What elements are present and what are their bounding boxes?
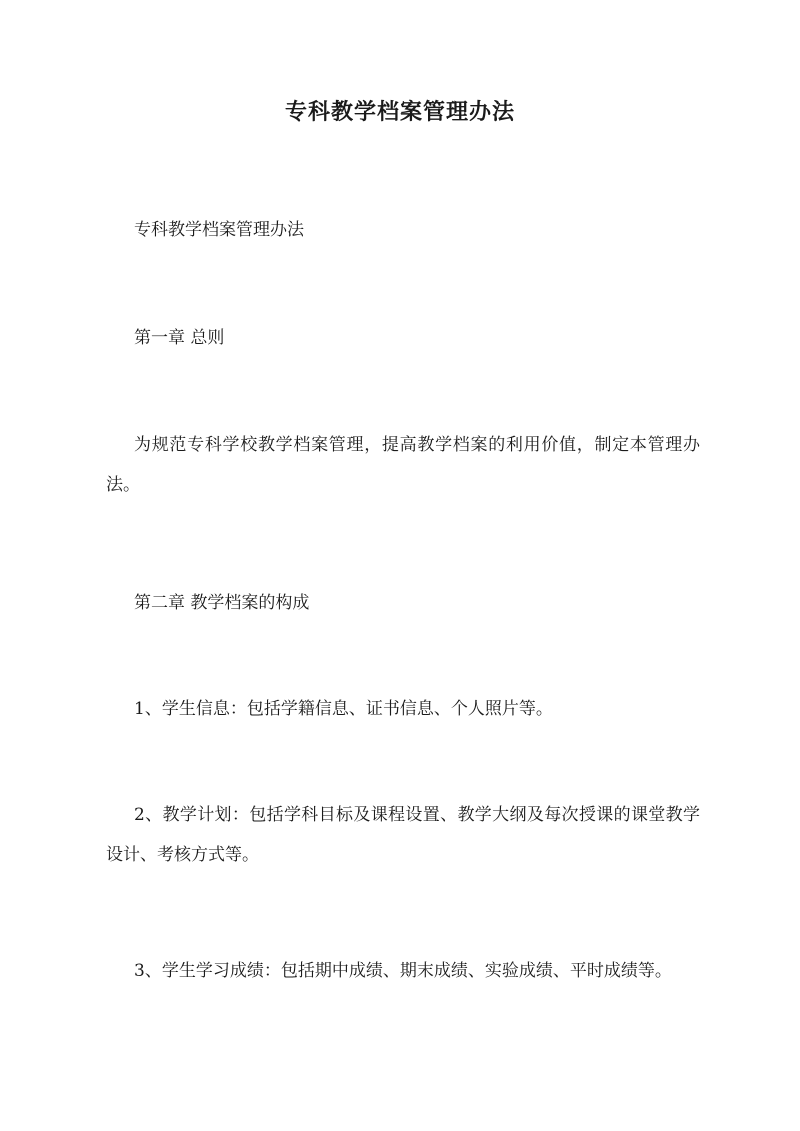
paragraph-subtitle: 专科教学档案管理办法 — [134, 220, 304, 240]
document-title: 专科教学档案管理办法 — [284, 99, 515, 125]
list-item-teaching-plan: 2、教学计划：包括学科目标及课程设置、教学大纲及每次授课的课堂教学设计、考核方式等。 — [106, 805, 700, 865]
chapter-heading-1: 第一章 总则 — [134, 328, 225, 348]
chapter-heading-2: 第二章 教学档案的构成 — [134, 593, 310, 613]
list-item-grades: 3、学生学习成绩：包括期中成绩、期末成绩、实验成绩、平时成绩等。 — [134, 961, 672, 981]
list-item-student-info: 1、学生信息：包括学籍信息、证书信息、个人照片等。 — [134, 699, 553, 719]
paragraph-purpose: 为规范专科学校教学档案管理，提高教学档案的利用价值，制定本管理办法。 — [106, 435, 700, 495]
